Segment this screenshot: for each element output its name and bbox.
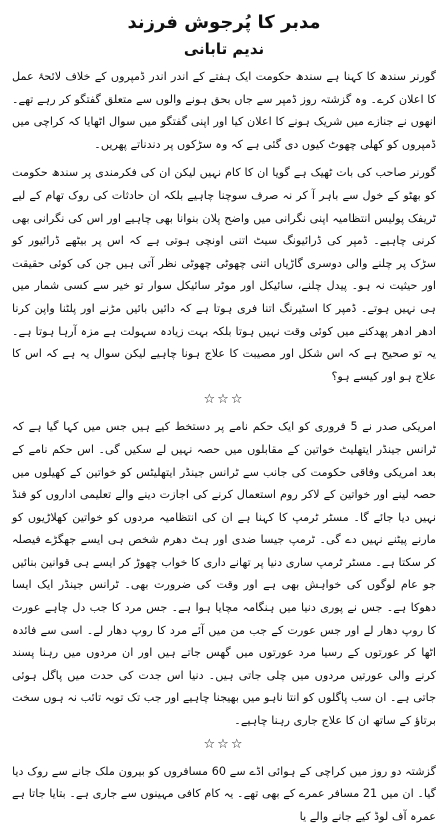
paragraph-3: امریکی صدر نے 5 فروری کو ایک حکم نامے پر دستخط کیے ہیں جس میں کہا گیا ہے کہ ٹرانس جینڈر ایتھلیٹ خواتین کے مقابلوں میں حصہ نہیں لے سکیں گی۔ اس حکم نامے کے بعد امریکی وفاقی حکومت کی جانب سے ٹرانس جینڈر ایتھلیٹس کو خواتین کے کھیلوں میں حصہ لینے اور خواتین کے لاکر روم استعمال کرنے کی اجازت دینے والے تعلیمی اداروں کو فنڈ نہیں دیا جائے گا۔ مسٹر ٹرمپ کا کہنا ہے ان کی انتظامیہ مردوں کو خواتین کھلاڑیوں کو مارنے پیٹنے نہیں دے گی۔ ٹرمپ جیسا ضدی اور ہٹ دھرم شخص ہی ایسے جھگڑے فیصلہ کر سکتا ہے۔ مسٹر ٹرمپ ساری دنیا پر تھانے داری کا خواب چھوڑ کر ایسے ہی قوانین بنائیں جو عام لوگوں کی خواہش بھی ہے اور وقت کی ضرورت بھی۔ ٹرانس جینڈر ایک ایسا دھوکا ہے۔ جس نے پوری دنیا میں ہنگامہ مچایا ہوا ہے۔ جس مرد کا جب دل چاہے عورت کا روپ دھار لے اور جس عورت کے جب من میں آئے مرد کا روپ دھار لے۔ اسی سے فائدہ اٹھا کر عورتوں کے رسیا مرد عورتوں میں گھس جاتے ہیں اور ان مردوں میں رہنا پسند کرنے والی عورتیں مردوں میں چلی جاتی ہیں۔ دنیا اس جدت کی حدت میں پاگل ہوئی جاتی ہے۔ ان سب پاگلوں کو انتا ناہو میں بھیجنا چاہیے اور جب تک توبہ تائب نہ ہوں سخت برتاؤ کے ساتھ ان کا علاج جاری رہنا چاہیے۔ xyxy=(12,420,436,728)
article-title: مدبر کا پُرجوش فرزند xyxy=(127,12,321,33)
paragraph-1: گورنر سندھ کا کہنا ہے سندھ حکومت ایک ہفتے کے اندر اندر ڈمپروں کے خلاف لائحۂ عمل کا اعلان کرے۔ وہ گزشتہ روز ڈمپر سے جاں بحق ہونے والوں سے متعلق گفتگو کر رہے تھے۔ انھوں نے جنازے میں شریک ہونے کا اعلان کیا اور اپنی گفتگو میں سوال اٹھایا کہ کراچی میں ڈمپروں کو کھلی چھوٹ کیوں دی گئی ہے کہ وہ سڑکوں پر دندناتے پھریں۔ xyxy=(12,70,436,151)
section-divider-1: ☆☆☆ xyxy=(203,392,245,408)
author-name: ندیم تابانی xyxy=(183,40,265,58)
paragraph-2: گورنر صاحب کی بات ٹھیک ہے گویا ان کا کام نہیں لیکن ان کی فکرمندی پر سندھ حکومت کو بھٹو کے خول سے باہر آ کر نہ صرف سوچنا چاہیے بلکہ ان حادثات کی روک تھام کے لیے ٹریفک پولیس انتظامیہ اپنی نگرانی میں واضح پلان بنوانا بھی چاہیے اور اس کی نگرانی بھی کرنی چاہیے۔ ڈمپر کی ڈرائیونگ سیٹ اتنی اونچی ہوتی ہے کہ اس پر بیٹھے ڈرائیور کو سڑک پر چلنے والی دوسری گاڑیاں اتنی چھوٹی چھوٹی نظر آتی ہیں جن کی کوئی حقیقت اور حیثیت نہ ہو۔ پیدل چلنے، سائیکل اور موٹر سائیکل سوار تو خیر سے کسی شمار میں ہی نہیں ہوتے۔ ڈمپر کا اسٹیرنگ اتنا فری ہوتا ہے کہ دائیں بائیں مڑنے اور پلٹنا واپن کرنا ادھر ادھر پھدکنے میں کوئی وقت نہیں ہوتا بلکہ بہت زیادہ سہولت ہے مزہ آرہا ہوتا ہے۔ یہ تو صحیح ہے کہ اس شکل اور مصیبت کا علاج ہونا چاہیے لیکن سوال یہ ہے کہ اس کا علاج ہو اور کیسے ہو؟ xyxy=(12,166,436,383)
paragraph-4: گزشتہ دو روز میں کراچی کے ہوائی اڈے سے 60 مسافروں کو بیرون ملک جانے سے روک دیا گیا۔ ان میں 21 مسافر عمرے کے بھی تھے۔ یہ کام کافی مہینوں سے جاری ہے۔ بتایا جاتا ہے عمرہ آف لوڈ کیے جانے والے یا xyxy=(12,764,437,823)
section-divider-2: ☆☆☆ xyxy=(203,736,245,752)
